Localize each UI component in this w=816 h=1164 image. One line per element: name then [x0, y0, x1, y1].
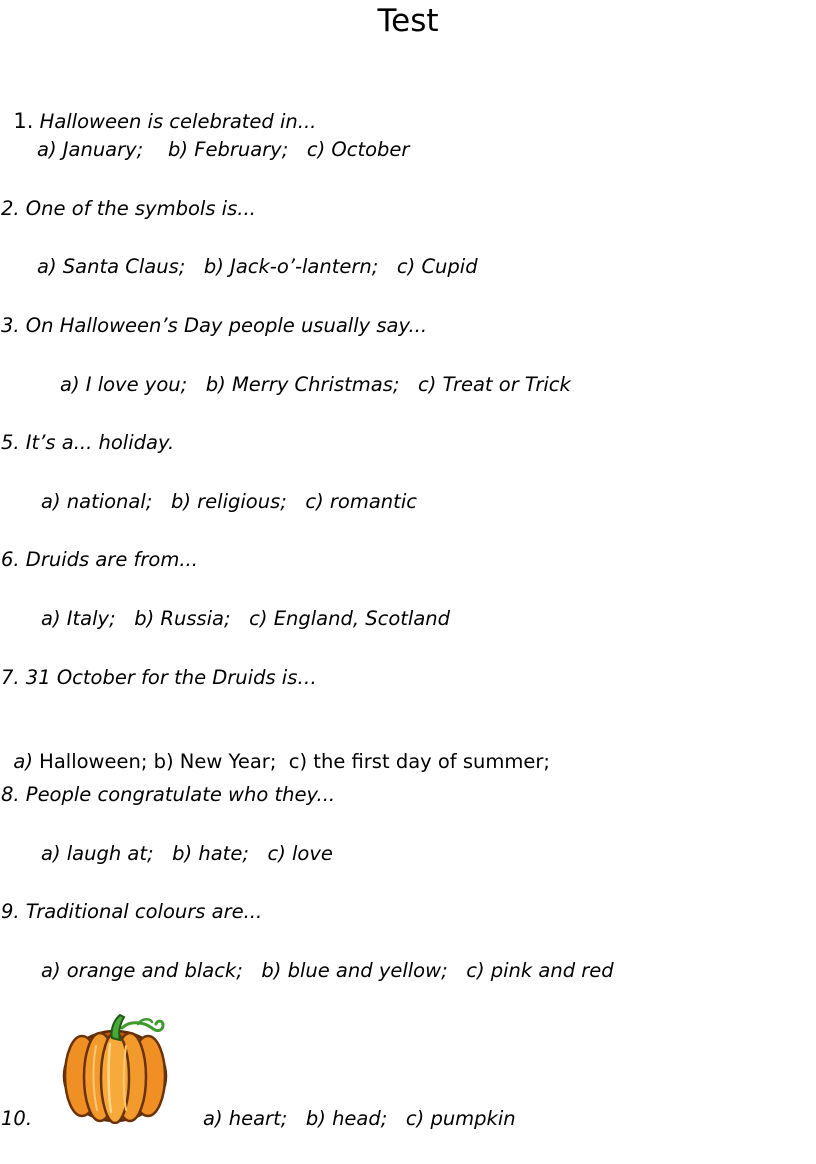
question-8-options: a) laugh at; b) hate; c) love — [41, 842, 333, 865]
question-7-options-text: Halloween; b) New Year; c) the first day of summer; — [32, 750, 550, 773]
question-3-options: a) I love you; b) Merry Christmas; c) Treat or Trick — [60, 373, 571, 396]
page-title: Test — [377, 3, 439, 39]
question-1 — [1, 82, 316, 135]
pumpkin-icon — [60, 1012, 170, 1124]
question-5-options: a) national; b) religious; c) romantic — [41, 490, 417, 513]
question-1-text: Halloween is celebrated in... — [33, 110, 317, 133]
question-6-text: 6. Druids are from... — [1, 548, 198, 571]
question-10-options: a) heart; b) head; c) pumpkin — [203, 1107, 516, 1130]
question-1-options: a) January; b) February; c) October — [37, 138, 410, 161]
question-7-options-prefix: a) — [13, 750, 33, 773]
question-10-number: 10. — [1, 1107, 33, 1130]
question-1-number: 1. — [13, 109, 34, 133]
question-5-text: 5. It’s a... holiday. — [1, 431, 175, 454]
question-6-options: a) Italy; b) Russia; c) England, Scotland — [41, 607, 451, 630]
question-3-text: 3. On Halloween’s Day people usually say... — [1, 314, 428, 337]
question-9-options: a) orange and black; b) blue and yellow; c) pink and red — [41, 959, 614, 982]
question-7-options — [1, 723, 550, 775]
question-2-text: 2. One of the symbols is... — [1, 197, 256, 220]
question-8-text: 8. People congratulate who they... — [1, 783, 336, 806]
question-7-text: 7. 31 October for the Druids is… — [1, 666, 317, 689]
question-2-options: a) Santa Claus; b) Jack-o’-lantern; c) Cupid — [37, 255, 478, 278]
question-9-text: 9. Traditional colours are... — [1, 900, 263, 923]
